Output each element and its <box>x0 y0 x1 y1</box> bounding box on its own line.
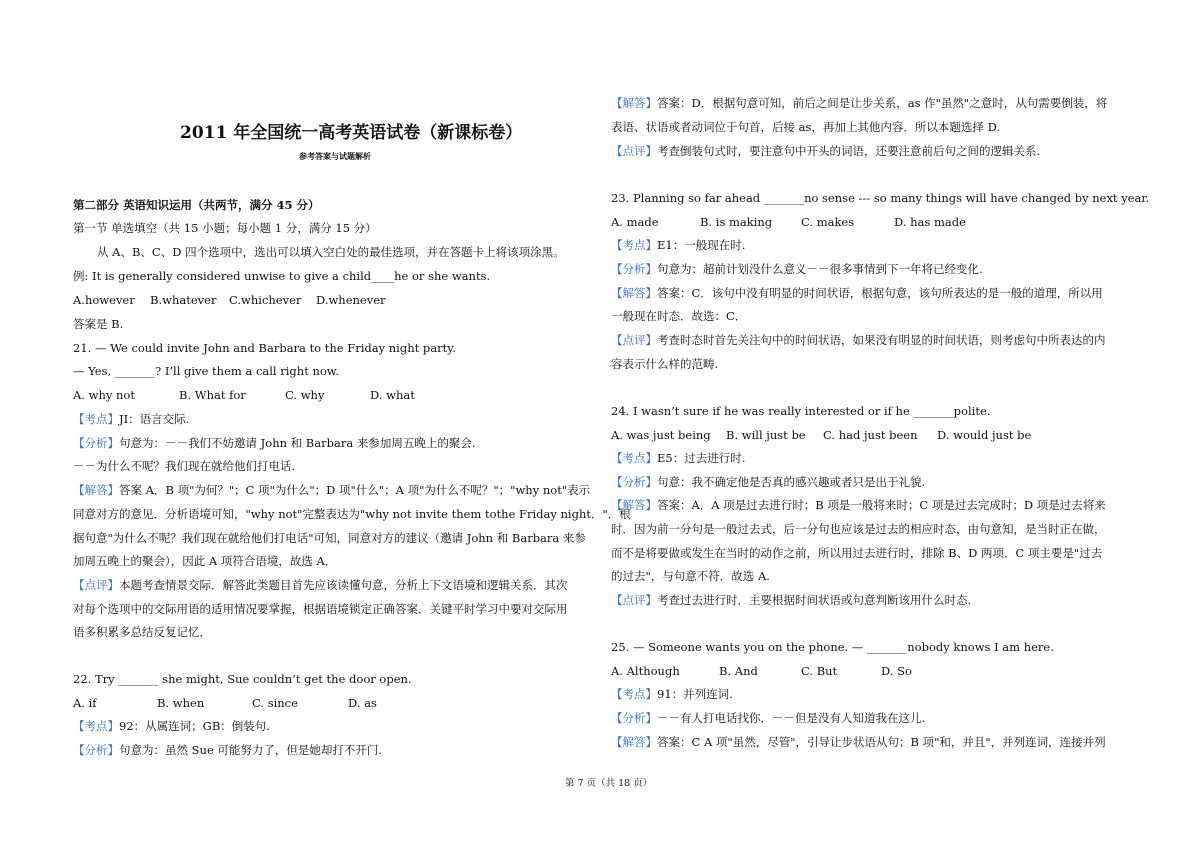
option: B. is making <box>700 215 773 229</box>
q22-jieda-line-2: 表语、状语或者动词位于句首，后接 as，再加上其他内容．所以本题选择 D. <box>611 120 1001 134</box>
kaodian-tag: 【考点】 <box>73 412 119 426</box>
option: C. makes <box>801 215 855 229</box>
q22-dianping: 【点评】考查倒装句式时，要注意句中开头的词语，还要注意前后句之间的逻辑关系. <box>611 144 1041 158</box>
option: D. would just be <box>937 428 1032 442</box>
option: B.whatever <box>150 293 217 307</box>
jieda-tag: 【解答】 <box>611 96 657 110</box>
q25-kaodian: 【考点】91：并列连词. <box>611 687 733 701</box>
page-subtitle: 参考答案与试题解析 <box>299 151 371 161</box>
q24-jieda-line-2: 时．因为前一分句是一般过去式，后一分句也应该是过去的相应时态，由句意知，是当时正在做， <box>611 522 1106 536</box>
question-25-line-1: 25. — Someone wants you on the phone. — _______nobody knows I am here. <box>611 640 1054 654</box>
q21-jieda-line-2: 同意对方的意见．分析语境可知，"why not"完整表达为"why not invite them tothe Friday night．"．根 <box>73 507 631 521</box>
q24-kaodian: 【考点】E5：过去进行时. <box>611 451 746 465</box>
option: C. why <box>285 388 325 402</box>
option: B. What for <box>179 388 246 402</box>
example-options <box>73 292 386 308</box>
q21-dianping-line-2: 对每个选项中的交际用语的适用情况要掌握，根据语境锁定正确答案．关键平时学习中要对交际用 <box>73 602 568 616</box>
question-21-options <box>73 387 415 403</box>
q21-dianping-line-3: 语多积累多总结反复记忆． <box>73 625 211 639</box>
question-21-line-1: 21. — We could invite John and Barbara to the Friday night party. <box>73 341 456 355</box>
q24-fenxi: 【分析】句意：我不确定他是否真的感兴趣或者只是出于礼貌. <box>611 475 926 489</box>
example-question: 例: It is generally considered unwise to give a child____he or she wants. <box>73 269 491 283</box>
fenxi-tag: 【分析】 <box>611 262 657 276</box>
option: C. But <box>801 664 838 678</box>
option: D. as <box>348 696 377 710</box>
jieda-tag: 【解答】 <box>611 286 657 300</box>
fenxi-tag: 【分析】 <box>73 743 119 757</box>
kaodian-tag: 【考点】 <box>611 451 657 465</box>
subsection-heading: 第一节 单选填空（共 15 小题；每小题 1 分，满分 15 分） <box>73 221 377 235</box>
q25-jieda: 【解答】答案：C A 项"虽然，尽管"，引导让步状语从句；B 项"和，并且"，并列连词，连接并列 <box>611 735 1106 749</box>
option: B. will just be <box>726 428 806 442</box>
q21-fenxi-line-2: －－为什么不呢？我们现在就给他们打电话. <box>73 459 296 473</box>
option: B. And <box>719 664 758 678</box>
kaodian-tag: 【考点】 <box>611 687 657 701</box>
option: D. what <box>370 388 415 402</box>
q23-fenxi: 【分析】句意为：超前计划没什么意义－－很多事情到下一年将已经变化. <box>611 262 983 276</box>
q21-jieda: 【解答】答案 A．B 项"为何？"；C 项"为什么"；D 项"什么"；A 项"为什么不呢？"；"why not"表示 <box>73 483 591 497</box>
option: A. made <box>611 215 659 229</box>
q22-fenxi: 【分析】句意为：虽然 Sue 可能努力了，但是她却打不开门. <box>73 743 383 757</box>
question-24-options <box>611 427 1031 443</box>
jieda-tag: 【解答】 <box>611 735 657 749</box>
page-title: 2011 年全国统一高考英语试卷（新课标卷） <box>180 123 523 143</box>
page-number: 第 7 页（共 18 页） <box>565 778 653 789</box>
option: D.whenever <box>316 293 386 307</box>
option: C. had just been <box>823 428 918 442</box>
q24-jieda: 【解答】答案：A．A 项是过去进行时；B 项是一般将来时；C 项是过去完成时；D 项是过去将来 <box>611 498 1106 512</box>
q21-jieda-line-4: 加周五晚上的聚会），因此 A 项符合语境，故选 A． <box>73 554 337 568</box>
q23-dianping: 【点评】考查时态时首先关注句中的时间状语，如果没有明显的时间状语，则考虑句中所表达的内 <box>611 333 1106 347</box>
option: A.however <box>73 293 135 307</box>
question-22-options <box>73 695 377 711</box>
option: A. was just being <box>611 428 711 442</box>
section-heading: 第二部分 英语知识运用（共两节，满分 45 分） <box>73 198 320 212</box>
fenxi-tag: 【分析】 <box>611 475 657 489</box>
option: B. when <box>157 696 205 710</box>
option: D. has made <box>894 215 966 229</box>
dianping-tag: 【点评】 <box>611 144 657 158</box>
q22-kaodian: 【考点】92：从属连词；GB：倒装句. <box>73 719 270 733</box>
q21-dianping: 【点评】本题考查情景交际．解答此类题目首先应该读懂句意，分析上下文语境和逻辑关系．其次 <box>73 578 568 592</box>
q25-fenxi: 【分析】－－有人打电话找你．－－但是没有人知道我在这儿. <box>611 711 926 725</box>
jieda-tag: 【解答】 <box>73 483 119 497</box>
q23-dianping-line-2: 容表示什么样的范畴. <box>611 357 719 371</box>
question-23-options <box>611 214 966 230</box>
q21-fenxi: 【分析】句意为：－－我们不妨邀请 John 和 Barbara 来参加周五晚上的聚会. <box>73 436 476 450</box>
kaodian-tag: 【考点】 <box>73 719 119 733</box>
instruction-text: 从 A、B、C、D 四个选项中，选出可以填入空白处的最佳选项，并在答题卡上将该项涂黑。 <box>97 245 565 259</box>
question-25-options <box>611 663 912 679</box>
example-answer: 答案是 B. <box>73 317 124 331</box>
option: A. why not <box>73 388 135 402</box>
option: D. So <box>881 664 912 678</box>
option: A. Although <box>611 664 680 678</box>
question-24-line-1: 24. I wasn’t sure if he was really interested or if he _______polite. <box>611 404 991 418</box>
fenxi-tag: 【分析】 <box>73 436 119 450</box>
jieda-tag: 【解答】 <box>611 498 657 512</box>
question-23-line-1: 23. Planning so far ahead _______no sense --- so many things will have changed by next year. <box>611 191 1150 205</box>
option: A. if <box>73 696 97 710</box>
q23-jieda: 【解答】答案：C．该句中没有明显的时间状语，根据句意，该句所表达的是一般的道理，所以用 <box>611 286 1103 300</box>
dianping-tag: 【点评】 <box>611 333 657 347</box>
fenxi-tag: 【分析】 <box>611 711 657 725</box>
q24-jieda-line-4: 的过去"，与句意不符．故选 A. <box>611 569 770 583</box>
dianping-tag: 【点评】 <box>73 578 119 592</box>
q22-jieda: 【解答】答案：D．根据句意可知，前后之间是让步关系，as 作"虽然"之意时，从句需要倒装，将 <box>611 96 1108 110</box>
question-21-line-2: — Yes, _______? I’ll give them a call right now. <box>73 364 339 378</box>
q24-jieda-line-3: 而不是将要做或发生在当时的动作之前，所以用过去进行时，排除 B、D 两项．C 项主要是"过去 <box>611 546 1103 560</box>
option: C.whichever <box>229 293 302 307</box>
q23-kaodian: 【考点】E1：一般现在时. <box>611 238 746 252</box>
q23-jieda-line-2: 一般现在时态．故选：C． <box>611 309 747 323</box>
question-22-line-1: 22. Try _______ she might, Sue couldn’t get the door open. <box>73 672 412 686</box>
dianping-tag: 【点评】 <box>611 593 657 607</box>
q21-jieda-line-3: 据句意"为什么不呢？我们现在就给他们打电话"可知，同意对方的建议（邀请 John 和 Barbara 来参 <box>73 531 586 545</box>
q21-kaodian: 【考点】JI：语言交际. <box>73 412 190 426</box>
kaodian-tag: 【考点】 <box>611 238 657 252</box>
option: C. since <box>252 696 298 710</box>
q24-dianping: 【点评】考查过去进行时．主要根据时间状语或句意判断该用什么时态. <box>611 593 972 607</box>
